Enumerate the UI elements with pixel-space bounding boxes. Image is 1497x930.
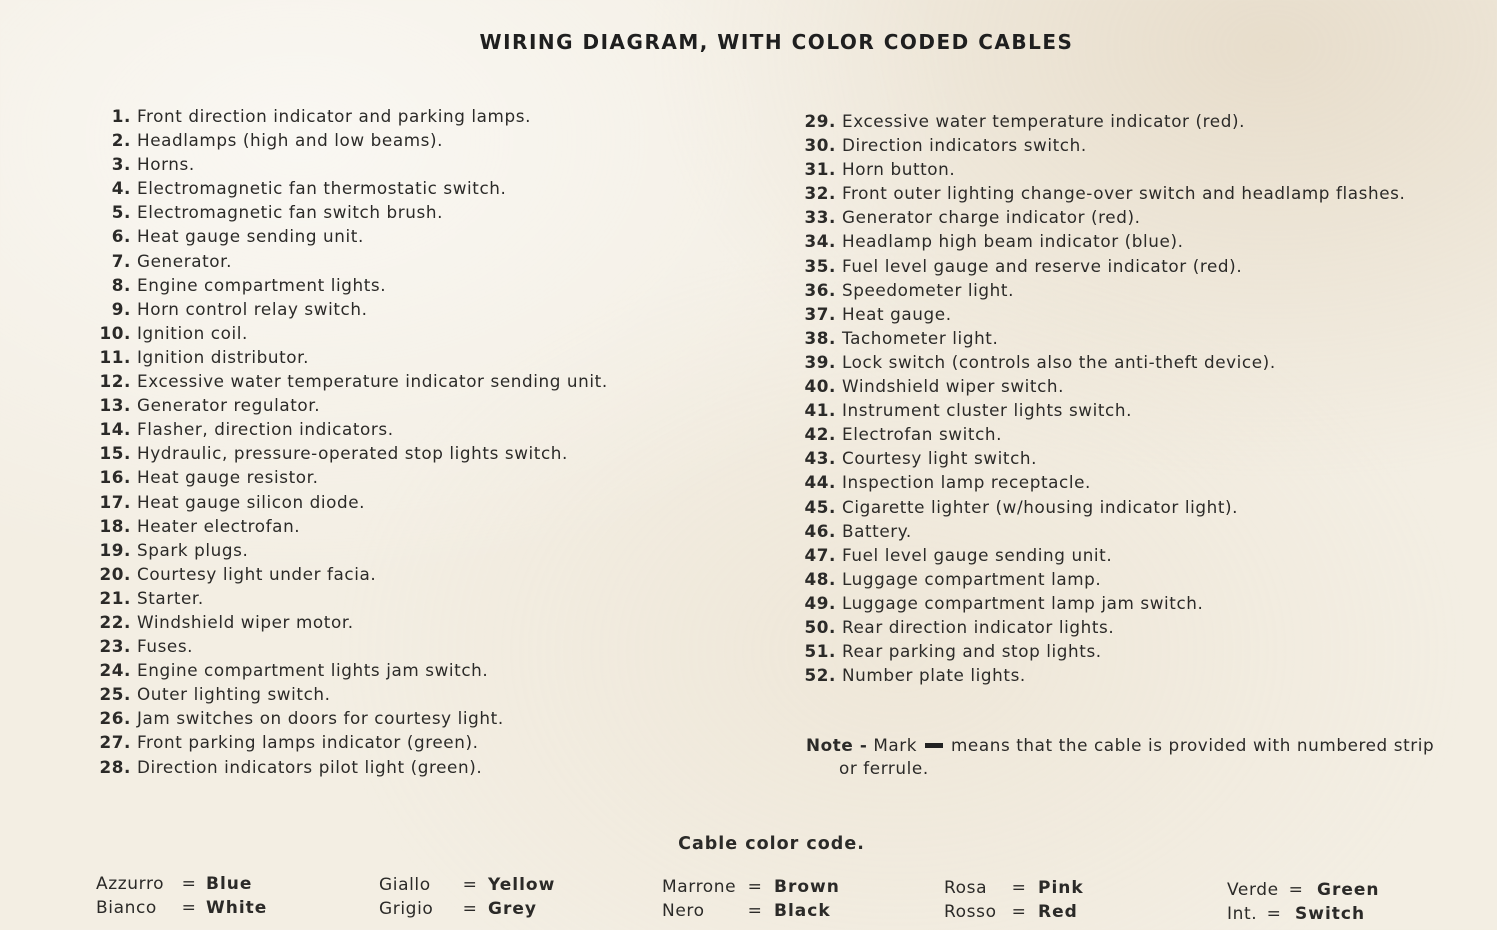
legend-item <box>800 374 1460 398</box>
legend-item-number: 16. <box>99 467 131 488</box>
legend-item <box>95 345 735 369</box>
cable-codes-title: Cable color code. <box>678 834 865 854</box>
code-row <box>379 873 555 897</box>
legend-item-number: 3. <box>111 154 131 175</box>
legend-item-number: 4. <box>111 178 131 199</box>
legend-item-text: Horn button. <box>842 159 956 180</box>
code-italian: Nero <box>662 901 705 921</box>
code-row <box>96 896 267 920</box>
legend-item <box>95 730 735 754</box>
legend-item <box>800 205 1460 229</box>
code-italian: Azzurro <box>96 874 165 894</box>
legend-item-text: Electrofan switch. <box>842 424 1003 445</box>
legend-item <box>95 128 735 152</box>
legend-item-text: Speedometer light. <box>842 279 1015 300</box>
legend-item-number: 9. <box>111 298 131 319</box>
legend-item-number: 27. <box>99 732 131 753</box>
code-italian: Marrone <box>662 877 737 897</box>
legend-item <box>800 254 1460 278</box>
code-italian: Giallo <box>379 875 431 895</box>
legend-item-text: Engine compartment lights. <box>137 274 387 295</box>
code-italian: Rosso <box>944 902 997 922</box>
legend-item-number: 52. <box>804 665 836 686</box>
legend-item-number: 48. <box>804 568 836 589</box>
note-pre-text: Mark <box>873 735 918 755</box>
equals-sign: = <box>1011 902 1027 922</box>
legend-item-text: Heat gauge sending unit. <box>137 226 364 247</box>
legend-item <box>95 490 735 514</box>
code-english: White <box>206 898 268 918</box>
legend-item-text: Inspection lamp receptacle. <box>842 472 1091 493</box>
legend-item-number: 34. <box>804 231 836 252</box>
legend-item <box>800 278 1460 302</box>
legend-item-text: Headlamp high beam indicator (blue). <box>842 231 1184 252</box>
code-group-4 <box>944 876 1084 924</box>
legend-item <box>800 229 1460 253</box>
legend-item-text: Battery. <box>842 520 912 541</box>
legend-item-text: Rear parking and stop lights. <box>842 641 1102 662</box>
legend-item-number: 35. <box>804 255 836 276</box>
legend-item <box>95 538 735 562</box>
legend-item-text: Front outer lighting change-over switch and headlamp flashes. <box>842 183 1406 204</box>
legend-item-text: Cigarette lighter (w/housing indicator light). <box>842 496 1239 517</box>
code-row <box>944 900 1084 924</box>
legend-item-text: Front parking lamps indicator (green). <box>137 732 479 753</box>
code-english: Black <box>774 901 831 921</box>
legend-item <box>95 682 735 706</box>
legend-item-number: 37. <box>804 303 836 324</box>
legend-item <box>95 297 735 321</box>
legend-item-text: Heater electrofan. <box>137 515 301 536</box>
legend-item-number: 32. <box>804 183 836 204</box>
code-italian: Int. <box>1227 904 1258 924</box>
equals-sign: = <box>747 877 763 897</box>
legend-item-text: Heat gauge silicon diode. <box>137 491 366 512</box>
legend-item <box>95 249 735 273</box>
legend-item <box>800 615 1460 639</box>
code-english: Pink <box>1038 878 1084 898</box>
legend-item <box>800 470 1460 494</box>
legend-item-number: 25. <box>99 684 131 705</box>
code-row <box>944 876 1084 900</box>
legend-item-number: 44. <box>804 472 836 493</box>
legend-item <box>800 181 1460 205</box>
equals-sign: = <box>1266 904 1282 924</box>
legend-item-number: 5. <box>111 202 131 223</box>
legend-item-text: Horn control relay switch. <box>137 298 368 319</box>
equals-sign: = <box>462 875 478 895</box>
legend-item-text: Excessive water temperature indicator (red). <box>842 111 1246 131</box>
legend-item-number: 18. <box>99 515 131 536</box>
legend-item-number: 15. <box>99 443 131 464</box>
code-english: Brown <box>774 877 840 897</box>
code-group-5 <box>1227 878 1380 926</box>
legend-item <box>800 350 1460 374</box>
legend-item-number: 36. <box>804 279 836 300</box>
legend-item-text: Ignition distributor. <box>137 346 310 367</box>
legend-item <box>95 176 735 200</box>
legend-item-number: 17. <box>99 491 131 512</box>
legend-item-number: 29. <box>804 111 836 131</box>
legend-item-text: Starter. <box>137 587 204 608</box>
legend-item-text: Outer lighting switch. <box>137 684 331 705</box>
equals-sign: = <box>462 899 478 919</box>
legend-item-number: 20. <box>99 563 131 584</box>
legend-item <box>95 273 735 297</box>
legend-item-text: Windshield wiper motor. <box>137 611 354 632</box>
legend-item <box>95 562 735 586</box>
legend-item-number: 42. <box>804 424 836 445</box>
legend-item-number: 7. <box>111 250 131 271</box>
legend-item <box>800 157 1460 181</box>
code-group-1 <box>96 872 267 920</box>
legend-item-text: Generator regulator. <box>137 395 321 416</box>
legend-item <box>95 200 735 224</box>
legend-item <box>95 321 735 345</box>
legend-item-text: Flasher, direction indicators. <box>137 419 394 440</box>
legend-item-text: Spark plugs. <box>137 539 249 560</box>
legend-item <box>800 109 1460 133</box>
legend-item-text: Front direction indicator and parking lamps. <box>137 106 532 126</box>
legend-item-number: 41. <box>804 400 836 421</box>
code-row <box>96 872 267 896</box>
legend-item-number: 12. <box>99 371 131 392</box>
legend-item-text: Engine compartment lights jam switch. <box>137 660 489 681</box>
legend-item <box>800 446 1460 470</box>
equals-sign: = <box>181 874 197 894</box>
code-english: Yellow <box>488 875 556 895</box>
legend-item-text: Horns. <box>137 154 195 175</box>
legend-item-text: Instrument cluster lights switch. <box>842 400 1133 421</box>
legend-item-number: 22. <box>99 611 131 632</box>
legend-item-text: Heat gauge. <box>842 303 952 324</box>
legend-item-text: Luggage compartment lamp. <box>842 568 1102 589</box>
legend-item <box>95 465 735 489</box>
legend-item-number: 51. <box>804 641 836 662</box>
legend-item-number: 33. <box>804 207 836 228</box>
legend-item <box>800 326 1460 350</box>
legend-item-text: Electromagnetic fan thermostatic switch. <box>137 178 507 199</box>
legend-item-number: 50. <box>804 616 836 637</box>
legend-item-text: Number plate lights. <box>842 665 1026 686</box>
legend-item-number: 23. <box>99 636 131 657</box>
legend-item-text: Tachometer light. <box>842 327 999 348</box>
legend-item <box>95 586 735 610</box>
legend-item <box>800 519 1460 543</box>
legend-item-number: 28. <box>99 756 131 777</box>
legend-item <box>800 591 1460 615</box>
legend-item-number: 43. <box>804 448 836 469</box>
legend-item <box>800 639 1460 663</box>
legend-item-text: Courtesy light under facia. <box>137 563 377 584</box>
legend-item-number: 47. <box>804 544 836 565</box>
code-english: Blue <box>206 874 253 894</box>
legend-item <box>95 610 735 634</box>
legend-item-text: Luggage compartment lamp jam switch. <box>842 592 1204 613</box>
legend-item <box>95 369 735 393</box>
code-italian: Bianco <box>96 898 157 918</box>
legend-item-text: Generator. <box>137 250 233 271</box>
code-group-2 <box>379 873 555 921</box>
code-english: Green <box>1317 880 1380 900</box>
code-row <box>379 897 555 921</box>
legend-item-number: 19. <box>99 539 131 560</box>
legend-item-number: 6. <box>111 226 131 247</box>
mark-symbol-icon <box>925 743 943 748</box>
legend-item <box>95 152 735 176</box>
legend-item-number: 26. <box>99 708 131 729</box>
legend-item <box>95 441 735 465</box>
code-group-3 <box>662 875 840 923</box>
legend-item-text: Excessive water temperature indicator sending unit. <box>137 371 608 392</box>
page-title: WIRING DIAGRAM, WITH COLOR CODED CABLES <box>479 30 1074 54</box>
code-row <box>1227 902 1380 926</box>
legend-item <box>95 393 735 417</box>
legend-item-text: Ignition coil. <box>137 322 248 343</box>
legend-item <box>800 133 1460 157</box>
equals-sign: = <box>1288 880 1304 900</box>
code-italian: Grigio <box>379 899 434 919</box>
legend-item-number: 40. <box>804 376 836 397</box>
legend-item-number: 31. <box>804 159 836 180</box>
legend-item <box>95 658 735 682</box>
note-post-text: means that the cable is provided with numbered strip <box>950 735 1435 755</box>
equals-sign: = <box>181 898 197 918</box>
legend-item-text: Fuel level gauge sending unit. <box>842 544 1113 565</box>
legend-item-number: 45. <box>804 496 836 517</box>
legend-item-number: 46. <box>804 520 836 541</box>
legend-item <box>800 543 1460 567</box>
legend-item-text: Generator charge indicator (red). <box>842 207 1141 228</box>
legend-item-text: Headlamps (high and low beams). <box>137 130 444 151</box>
legend-item-number: 38. <box>804 327 836 348</box>
note-label: Note - <box>806 735 868 755</box>
legend-item-number: 21. <box>99 587 131 608</box>
note <box>806 734 1466 780</box>
legend-item-text: Heat gauge resistor. <box>137 467 319 488</box>
legend-item-number: 13. <box>99 395 131 416</box>
legend-item <box>95 224 735 248</box>
legend-item <box>95 104 735 128</box>
code-english: Red <box>1038 902 1078 922</box>
legend-item <box>95 417 735 441</box>
legend-item-number: 11. <box>99 346 131 367</box>
legend-item-number: 14. <box>99 419 131 440</box>
legend-item <box>800 495 1460 519</box>
legend-list-right <box>800 109 1460 687</box>
legend-item <box>95 514 735 538</box>
legend-item <box>800 422 1460 446</box>
code-english: Grey <box>488 899 537 919</box>
legend-item-text: Lock switch (controls also the anti-theft device). <box>842 351 1276 372</box>
legend-item-text: Direction indicators pilot light (green). <box>137 756 483 777</box>
legend-item-text: Hydraulic, pressure-operated stop lights switch. <box>137 443 568 464</box>
legend-item-text: Courtesy light switch. <box>842 448 1038 469</box>
equals-sign: = <box>747 901 763 921</box>
legend-item <box>800 302 1460 326</box>
legend-item-number: 8. <box>111 274 131 295</box>
legend-item-text: Fuses. <box>137 636 194 657</box>
note-line-2: or ferrule. <box>839 758 929 778</box>
legend-item-text: Jam switches on doors for courtesy light. <box>137 708 504 729</box>
legend-item <box>800 567 1460 591</box>
legend-item-text: Direction indicators switch. <box>842 135 1087 156</box>
legend-item-text: Windshield wiper switch. <box>842 376 1065 397</box>
legend-item-number: 30. <box>804 135 836 156</box>
code-english: Switch <box>1295 904 1366 924</box>
legend-item <box>95 634 735 658</box>
legend-item-number: 39. <box>804 351 836 372</box>
legend-item <box>800 663 1460 687</box>
legend-item-number: 49. <box>804 592 836 613</box>
legend-item-number: 2. <box>111 130 131 151</box>
legend-list-left <box>95 104 735 779</box>
code-italian: Rosa <box>944 878 988 898</box>
equals-sign: = <box>1011 878 1027 898</box>
legend-item-text: Rear direction indicator lights. <box>842 616 1115 637</box>
legend-item-number: 1. <box>111 106 131 126</box>
legend-item-text: Fuel level gauge and reserve indicator (red). <box>842 255 1243 276</box>
code-row <box>662 875 840 899</box>
legend-item-number: 24. <box>99 660 131 681</box>
legend-item <box>95 706 735 730</box>
legend-item <box>800 398 1460 422</box>
code-row <box>1227 878 1380 902</box>
code-row <box>662 899 840 923</box>
legend-item <box>95 755 735 779</box>
legend-item-text: Electromagnetic fan switch brush. <box>137 202 444 223</box>
legend-item-number: 10. <box>99 322 131 343</box>
code-italian: Verde <box>1227 880 1279 900</box>
